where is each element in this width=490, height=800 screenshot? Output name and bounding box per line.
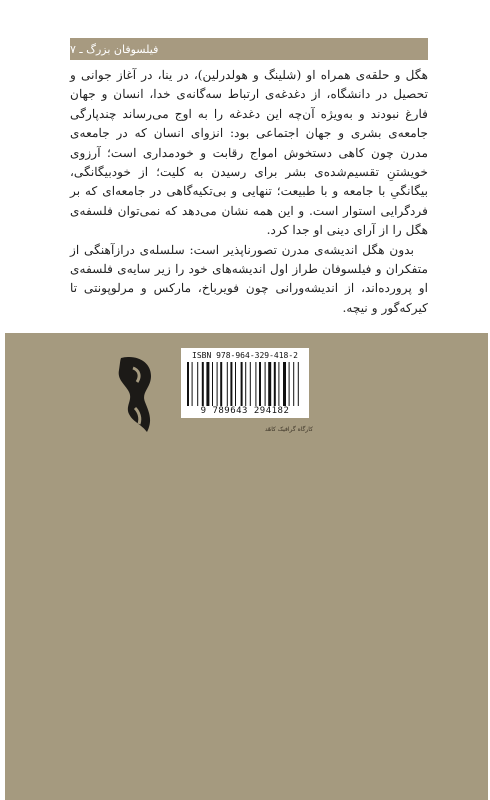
blurb-text [70,66,428,318]
isbn-number: ISBN 978-964-329-418-2 [192,351,298,360]
barcode-bars-icon [187,362,303,406]
publisher-logo-icon [111,350,161,440]
series-label: فیلسوفان بزرگ ـ ۷ [70,42,159,56]
barcode [181,348,309,418]
publisher-imprint: کارگاه گرافیک کاهَد [264,426,313,433]
text-panel [5,0,488,333]
barcode-digits: 9 789643 294182 [200,406,290,416]
series-band [70,38,428,60]
blurb-paragraph-2: بدون هگل اندیشه‌ی مدرن تصورناپذیر است: سلسله‌ی درازآهنگی از متفکران و فیلسوفان طراز اول اندیشه‌های خود را زیر سایه‌ی فلسفه‌ی او پرورده‌اند، از اندیشه‌ورانی چون فویرباخ، مارکس و مرلوپونتی تا کیرکه‌گور و نیچه. [70,242,428,315]
book-back-cover [5,0,488,800]
blurb-paragraph-1: هگل و حلقه‌ی همراه او (شلینگ و هولدرلین)، در ینا، در آغاز جوانی و تحصیل در دانشگاه، از دغدغه‌ی ارتباط سه‌گانه‌ی خدا، انسان و جهان فارغ نبودند و به‌ویژه آن‌چه این دغدغه را به اوج می‌رساند چندپارگی جامعه‌ی بشری و جهان اجتماعی بود: انزوای انسان که در جامعه‌ی مدرن چون کاهی دستخوش امواج رقابت و خودمداری است؛ آرزوی خویشتنِ تقسیم‌شده‌ی بشر برای رسیدن به کلیت؛ از خودبیگانگی، بیگانگیِ با جامعه و با طبیعت؛ تنهایی و بی‌تکیه‌گاهی در جامعه‌ای که بر فردگرایی استوار است. و این همه نشان می‌دهد که نمی‌توان فلسفه‌ی هگل را از آرای دینی او جدا کرد. [70,68,428,238]
